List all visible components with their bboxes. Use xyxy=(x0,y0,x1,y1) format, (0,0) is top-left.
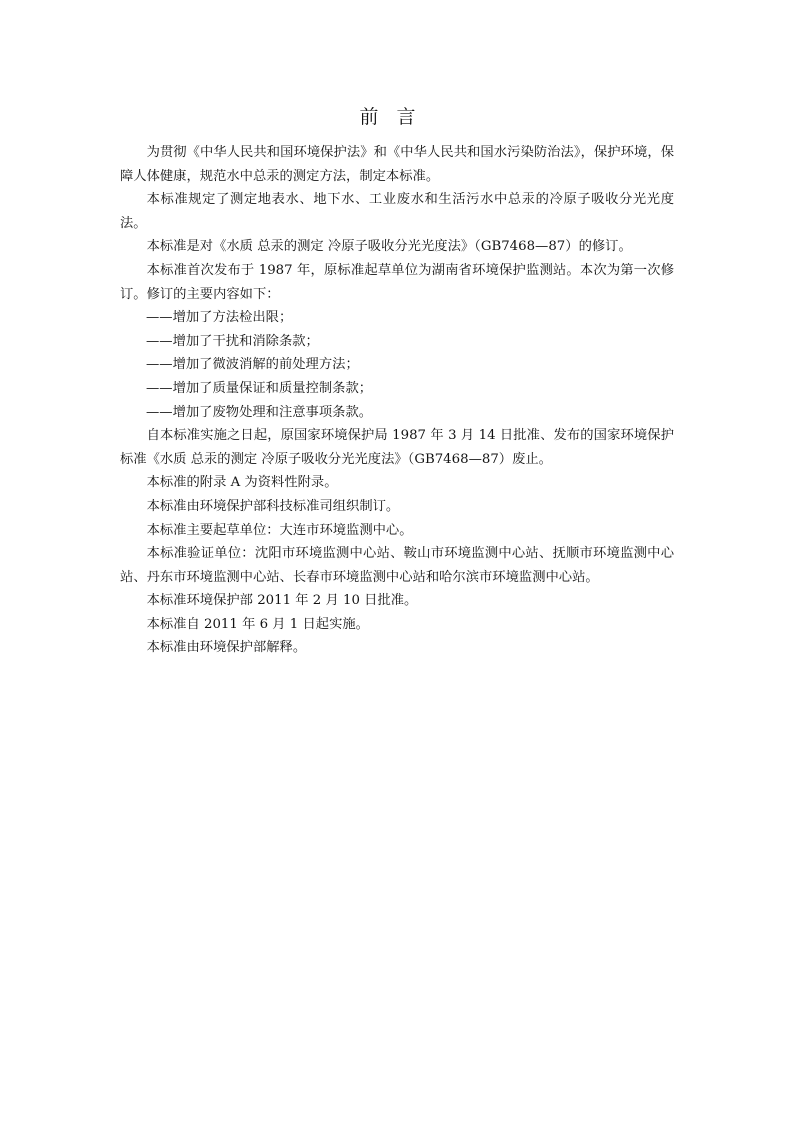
paragraph-verification-units: 本标准验证单位：沈阳市环境监测中心站、鞍山市环境监测中心站、抚顺市环境监测中心站、丹东市环境监测中心站、长春市环境监测中心站和哈尔滨市环境监测中心站。 xyxy=(120,546,674,585)
page-title: 前言 xyxy=(359,106,434,128)
list-item: ——增加了废物处理和注意事项条款。 xyxy=(146,404,373,420)
list-item: ——增加了质量保证和质量控制条款； xyxy=(146,380,373,396)
document-body xyxy=(120,141,674,660)
paragraph-revision-of: 本标准是对《水质 总汞的测定 冷原子吸收分光光度法》（GB7468—87）的修订。 xyxy=(146,239,632,255)
paragraph-appendix: 本标准的附录 A 为资料性附录。 xyxy=(146,475,338,491)
paragraph-repeal: 自本标准实施之日起，原国家环境保护局 1987 年 3 月 14 日批准、发布的国家环境保护标准《水质 总汞的测定 冷原子吸收分光光度法》（GB7468—87）废止。 xyxy=(120,428,674,467)
paragraph-organizer: 本标准由环境保护部科技标准司组织制订。 xyxy=(146,498,400,514)
list-item: ——增加了方法检出限； xyxy=(146,310,293,326)
paragraph-approval: 本标准环境保护部 2011 年 2 月 10 日批准。 xyxy=(146,593,418,609)
paragraph-purpose: 为贯彻《中华人民共和国环境保护法》和《中华人民共和国水污染防治法》，保护环境，保障人体健康，规范水中总汞的测定方法，制定本标准。 xyxy=(120,145,674,184)
list-item: ——增加了干扰和消除条款； xyxy=(146,333,319,349)
list-item: ——增加了微波消解的前处理方法； xyxy=(146,357,359,373)
paragraph-interpretation: 本标准由环境保护部解释。 xyxy=(146,640,307,656)
paragraph-history: 本标准首次发布于 1987 年，原标准起草单位为湖南省环境保护监测站。本次为第一次修订。修订的主要内容如下： xyxy=(120,262,674,302)
paragraph-scope: 本标准规定了测定地表水、地下水、工业废水和生活污水中总汞的冷原子吸收分光光度法。 xyxy=(120,192,674,231)
paragraph-drafting-unit: 本标准主要起草单位：大连市环境监测中心。 xyxy=(146,522,413,538)
paragraph-effective-date: 本标准自 2011 年 6 月 1 日起实施。 xyxy=(146,616,369,632)
